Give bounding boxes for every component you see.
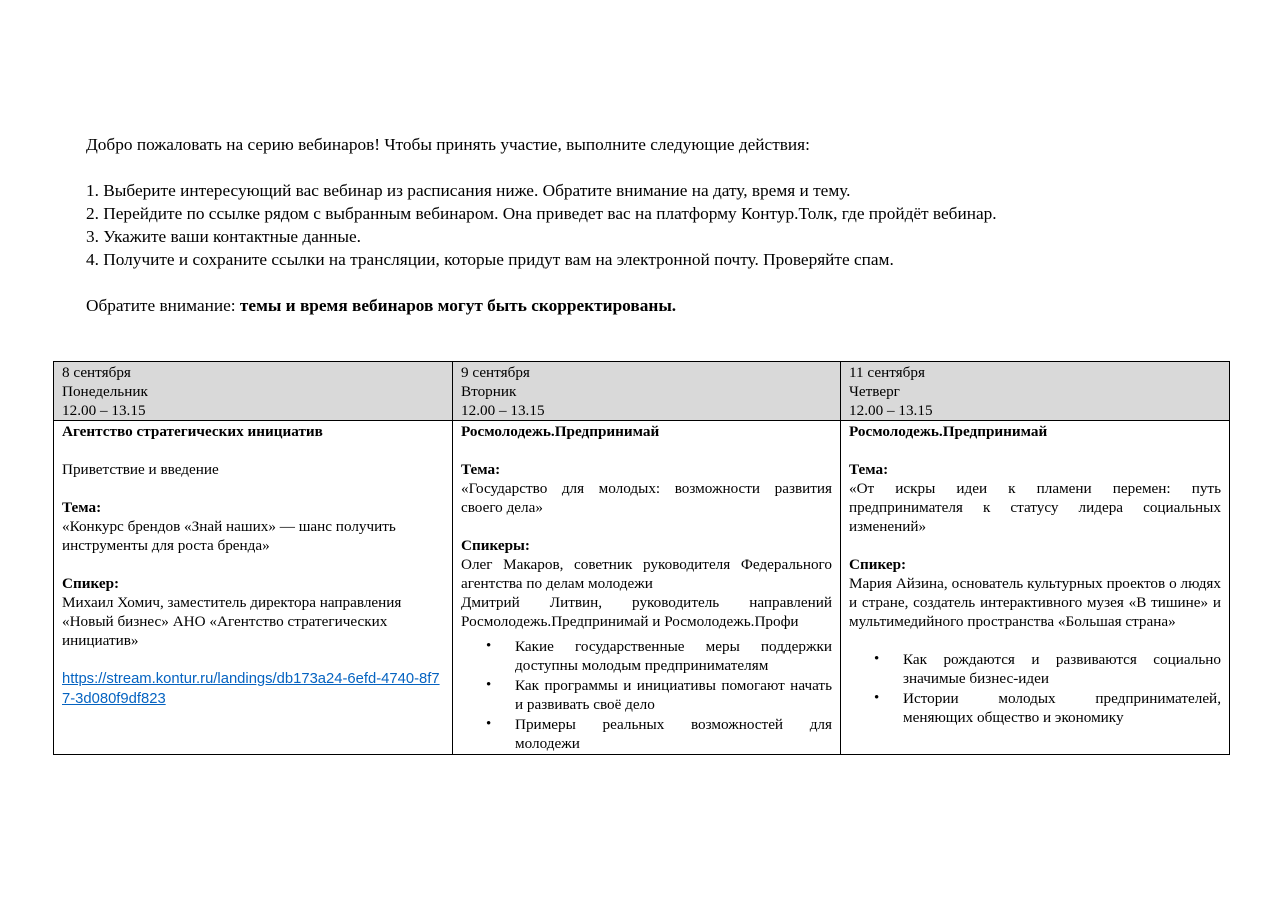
date: 9 сентября	[461, 364, 530, 381]
organizer: Агентство стратегических инициатив	[62, 423, 323, 440]
list-item: • Как программы и инициативы помогают начать и развивать своё дело	[515, 676, 832, 714]
speaker-text: Олег Макаров, советник руководителя Федерального агентства по делам молодежи	[461, 556, 832, 592]
speaker-text: Михаил Хомич, заместитель директора направления «Новый бизнес» АНО «Агентство стратегических инициатив»	[62, 594, 402, 649]
content-cell-day-2	[453, 421, 841, 755]
organizer: Росмолодежь.Предпринимай	[461, 423, 660, 440]
content-cell-day-1	[54, 421, 453, 755]
instructions	[86, 133, 1206, 317]
time: 12.00 – 13.15	[461, 402, 545, 419]
topic-text: «Государство для молодых: возможности развития своего дела»	[461, 480, 832, 516]
weekday: Вторник	[461, 383, 517, 400]
notice	[86, 294, 1206, 317]
notice-strong: темы и время вебинаров могут быть скорректированы.	[239, 296, 677, 315]
discussion-points	[461, 637, 832, 753]
step-3: 3. Укажите ваши контактные данные.	[86, 227, 361, 246]
speakers-label: Спикеры:	[461, 537, 530, 554]
list-item: • Примеры реальных возможностей для молодежи	[515, 715, 832, 753]
schedule-content-row	[54, 421, 1230, 755]
discussion-points	[849, 650, 1221, 727]
topic-label: Тема:	[62, 499, 102, 516]
weekday: Четверг	[849, 383, 900, 400]
topic-text: «От искры идеи к пламени перемен: путь предпринимателя к статусу лидера социальных изменений»	[849, 480, 1221, 535]
step-2: 2. Перейдите по ссылке рядом с выбранным вебинаром. Она приведет вас на платформу Контур.Толк, где пройдёт вебинар.	[86, 204, 997, 223]
speaker-text: Дмитрий Литвин, руководитель направлений Росмолодежь.Предпринимай и Росмолодежь.Профи	[461, 594, 832, 630]
organizer: Росмолодежь.Предпринимай	[849, 423, 1048, 440]
speaker-label: Спикер:	[62, 575, 120, 592]
list-item: • Истории молодых предпринимателей, меняющих общество и экономику	[903, 689, 1221, 727]
notice-prefix: Обратите внимание:	[86, 296, 240, 315]
welcome-text: Добро пожаловать на серию вебинаров! Чтобы принять участие, выполните следующие действия:	[86, 135, 810, 154]
registration-link[interactable]: https://stream.kontur.ru/landings/db173a24-6efd-4740-8f77-3d080f9df823	[62, 671, 440, 707]
topic-text: «Конкурс брендов «Знай наших» — шанс получить инструменты для роста бренда»	[62, 518, 396, 554]
header-cell-day-1	[54, 362, 453, 421]
step-1: 1. Выберите интересующий вас вебинар из расписания ниже. Обратите внимание на дату, время и тему.	[86, 181, 851, 200]
list-item: • Какие государственные меры поддержки доступны молодым предпринимателям	[515, 637, 832, 675]
intro-note: Приветствие и введение	[62, 461, 219, 478]
time: 12.00 – 13.15	[62, 402, 146, 419]
schedule-header-row	[54, 362, 1230, 421]
header-cell-day-2	[453, 362, 841, 421]
list-item: • Как рождаются и развиваются социально значимые бизнес-идеи	[903, 650, 1221, 688]
topic-label: Тема:	[461, 461, 501, 478]
speaker-text: Мария Айзина, основатель культурных проектов о людях и стране, создатель интерактивного музея «В тишине» и мультимедийного пространства «Большая страна»	[849, 575, 1221, 630]
speaker-label: Спикер:	[849, 556, 907, 573]
webinar-schedule-table	[53, 361, 1230, 755]
topic-label: Тема:	[849, 461, 889, 478]
date: 8 сентября	[62, 364, 131, 381]
content-cell-day-3	[841, 421, 1230, 755]
header-cell-day-3	[841, 362, 1230, 421]
date: 11 сентября	[849, 364, 925, 381]
time: 12.00 – 13.15	[849, 402, 933, 419]
weekday: Понедельник	[62, 383, 148, 400]
step-4: 4. Получите и сохраните ссылки на трансляции, которые придут вам на электронной почту. Проверяйте спам.	[86, 250, 894, 269]
